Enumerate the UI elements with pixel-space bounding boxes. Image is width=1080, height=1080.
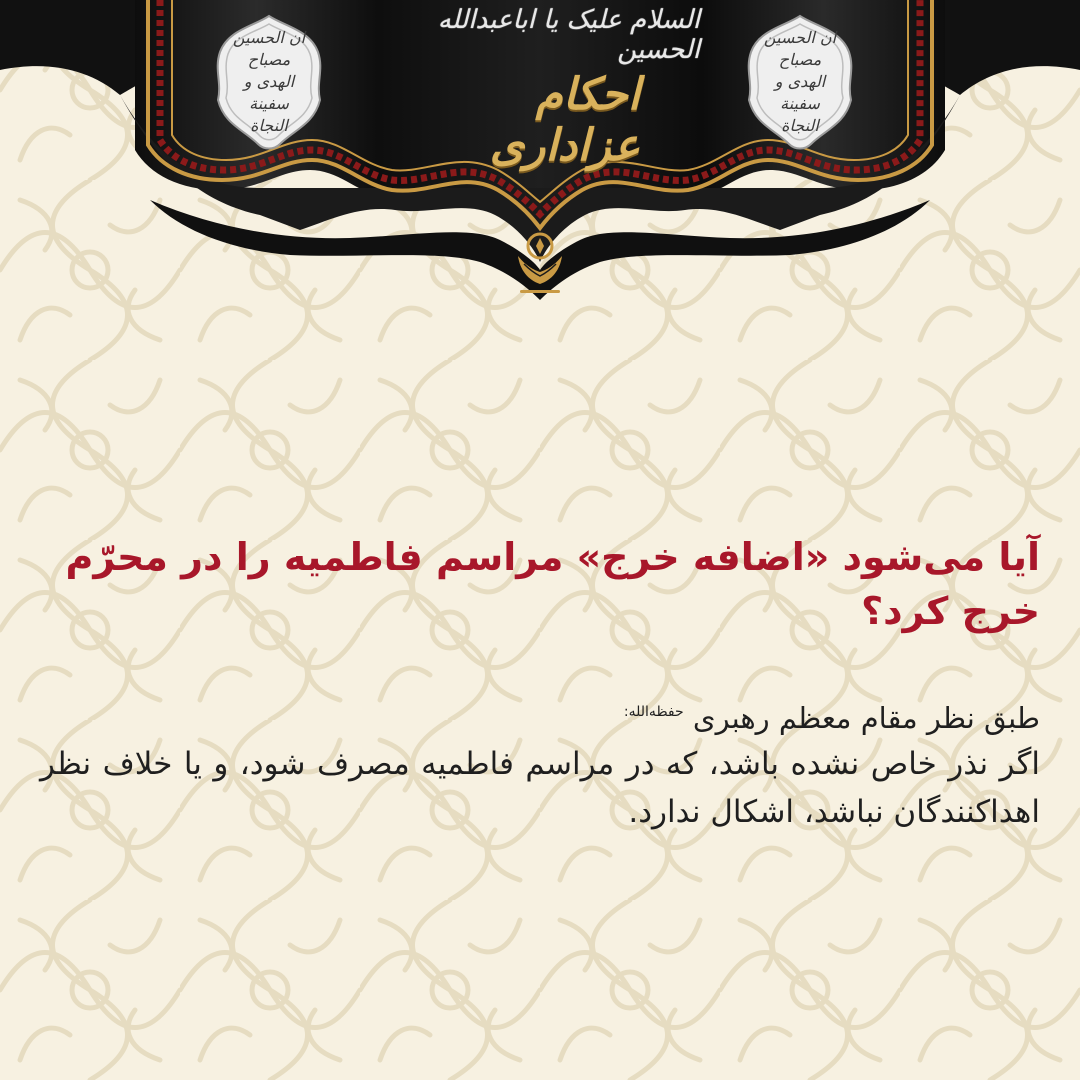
medallion-left	[214, 12, 324, 152]
medallion-right-text: ان الحسین مصباح الهدی و سفینة النجاة	[763, 28, 837, 135]
answer-text: اگر نذر خاص نشده باشد، که در مراسم فاطمیه مصرف شود، و یا خلاف نظر اهداکنندگان نباشد، اشکال ندارد.	[40, 746, 1040, 830]
medallion-right	[745, 12, 855, 152]
answer-intro: طبق نظر مقام معظم رهبری	[692, 701, 1040, 735]
answer-intro-line	[40, 690, 1040, 740]
answer-block	[40, 690, 1040, 836]
answer-honorific: حفظه‌الله:	[623, 704, 684, 720]
salutation-calligraphy: السلام علیک یا اباعبدالله الحسین	[437, 5, 700, 65]
organization-logo-icon	[510, 226, 570, 298]
medallion-left-text: ان الحسین مصباح الهدی و سفینة النجاة	[232, 28, 306, 135]
banner-title: احکام عزاداری	[489, 69, 640, 171]
question-heading: آیا می‌شود «اضافه خرج» مراسم فاطمیه را در محرّم خرج کرد؟	[65, 535, 1040, 633]
